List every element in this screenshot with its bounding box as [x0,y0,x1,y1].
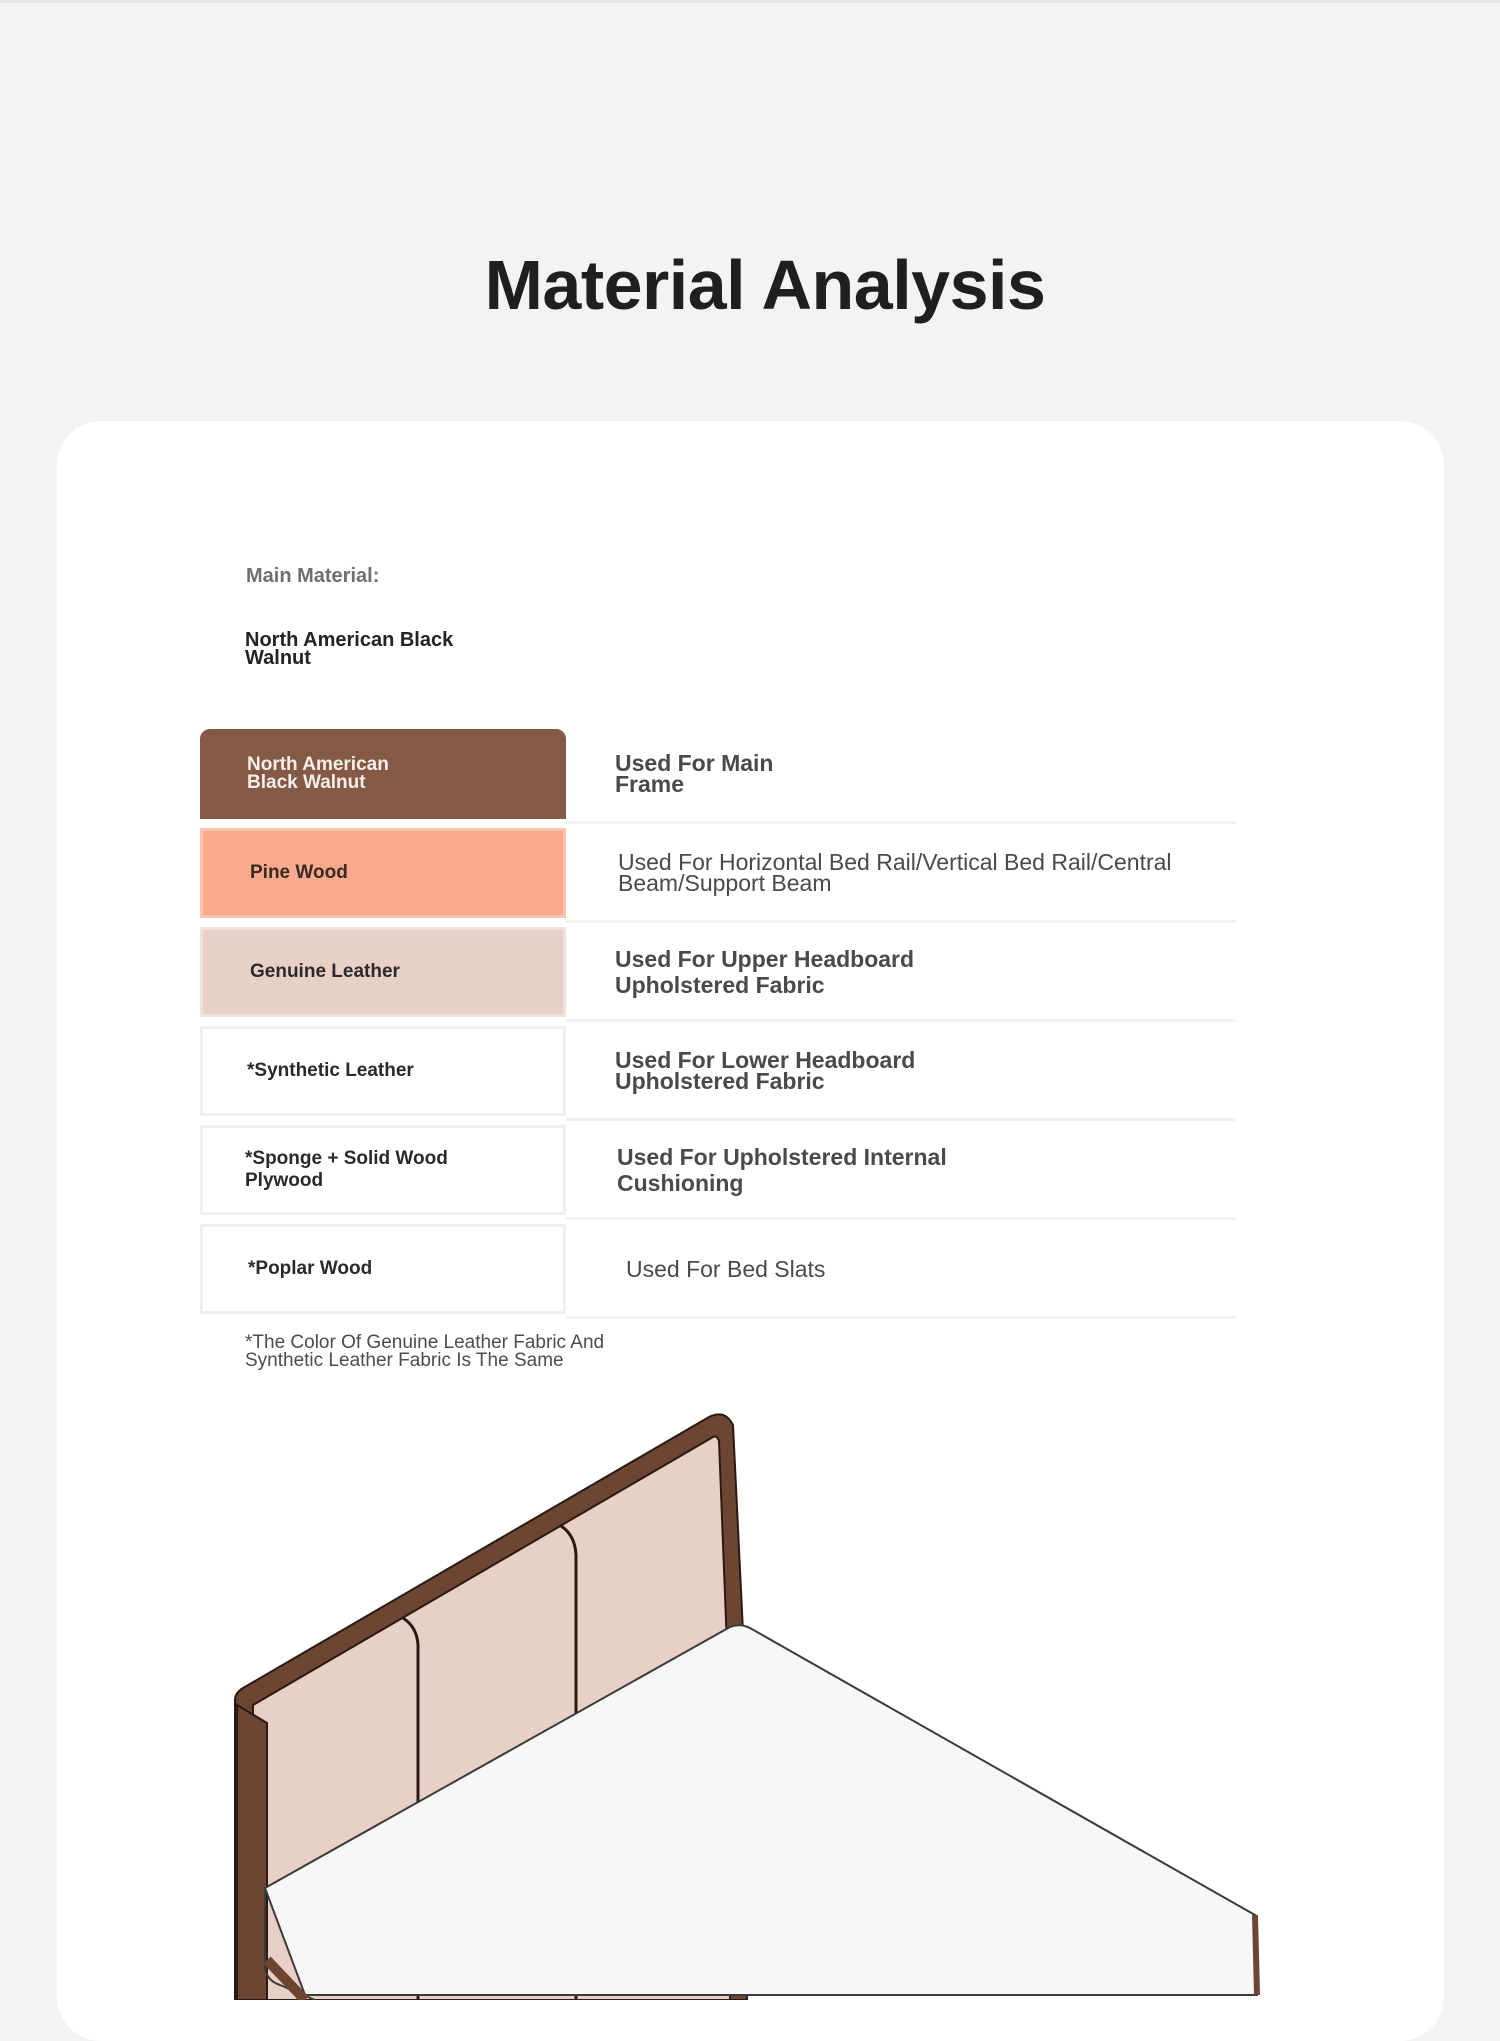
row-divider [566,1118,1236,1121]
table-row [200,1224,1236,1323]
table-row [200,729,1236,828]
main-material-value: North American Black Walnut [245,629,454,669]
row-divider [566,1217,1236,1220]
main-material-label: Main Material: [246,565,380,587]
material-usage: Used For Main Frame [615,750,774,797]
material-usage: Used For Upholstered Internal Cushioning [617,1144,947,1196]
material-usage: Used For Bed Slats [626,1255,826,1282]
table-row [200,828,1236,927]
row-divider [566,1316,1236,1319]
footnote: *The Color Of Genuine Leather Fabric And Synthetic Leather Fabric Is The Same [245,1332,605,1371]
material-usage: Used For Lower Headboard Upholstered Fabric [615,1047,916,1094]
table-row [200,1125,1236,1224]
material-usage: Used For Horizontal Bed Rail/Vertical Bed Rail/Central Beam/Support Beam [618,849,1172,896]
table-row [200,927,1236,1026]
row-divider [566,1019,1236,1022]
bed-illustration-icon [225,1405,1285,2000]
top-divider [0,0,1500,3]
material-usage: Used For Upper Headboard Upholstered Fabric [615,946,915,998]
material-name: Pine Wood [200,828,566,918]
material-name: North American Black Walnut [200,729,566,819]
page-title: Material Analysis [484,246,1046,324]
material-name: *Synthetic Leather [200,1026,566,1116]
row-divider [566,920,1236,923]
row-divider [566,821,1236,824]
material-table [200,729,1236,1323]
table-row [200,1026,1236,1125]
material-name: *Sponge + Solid Wood Plywood [200,1125,566,1215]
material-name: *Poplar Wood [200,1224,566,1314]
material-name: Genuine Leather [200,927,566,1017]
